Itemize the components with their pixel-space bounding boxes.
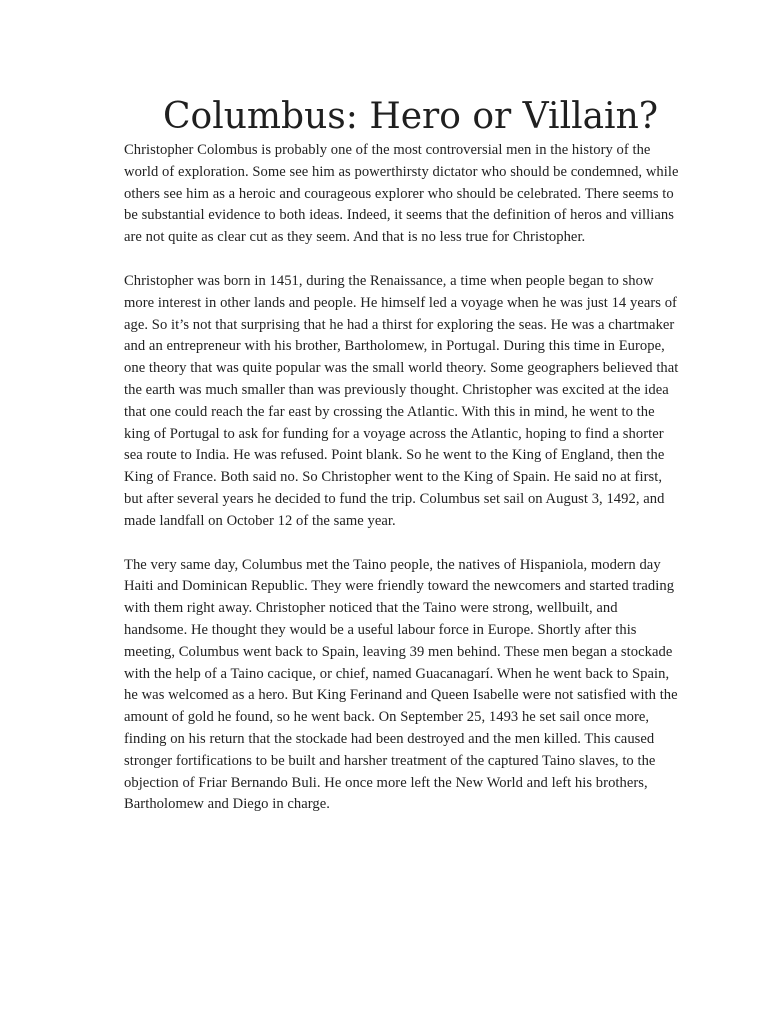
- document-body: [124, 140, 684, 838]
- paragraph-early-life: Christopher was born in 1451, during the Renaissance, a time when people began to show more interest in other lands and people. He himself led a voyage when he was just 14 years of age. So it’s not that surprising that he had a thirst for exploring the seas. He was a chartmaker and an entrepreneur with his brother, Bartholomew, in Portugal. During this time in Europe, one theory that was quite popular was the small world theory. Some geographers believed that the earth was much smaller than was previously thought. Christopher was excited at the idea that one could reach the far east by crossing the Atlantic. With this in mind, he went to the king of Portugal to ask for funding for a voyage across the Atlantic, hoping to find a shorter sea route to India. He was refused. Point blank. So he went to the King of England, then the King of France. Both said no. So Christopher went to the King of Spain. He said no at first, but after several years he decided to fund the trip. Columbus set sail on August 3, 1492, and made landfall on October 12 of the same year.: [124, 272, 679, 529]
- paragraph-intro: Christopher Colombus is probably one of the most controversial men in the history of the world of exploration. Some see him as powerthirsty dictator who should be condemned, while others see him as a heroic and courageous explorer who should be celebrated. There seems to be substantial evidence to both ideas. Indeed, it seems that the definition of heros and villians are not quite as clear cut as they seem. And that is no less true for Christopher.: [124, 142, 679, 246]
- document-title: Columbus: Hero or Villain?: [163, 96, 659, 137]
- paragraph-taino-encounter: The very same day, Columbus met the Taino people, the natives of Hispaniola, modern day Haiti and Dominican Republic. They were friendly toward the newcomers and started trading with them right away. Christopher noticed that the Taino were strong, wellbuilt, and handsome. He thought they would be a useful labour force in Europe. Shortly after this meeting, Columbus went back to Spain, leaving 39 men behind. These men began a stockade with the help of a Taino cacique, or chief, named Guacanagarí. When he went back to Spain, he was welcomed as a hero. But King Ferinand and Queen Isabelle were not satisfied with the amount of gold he found, so he went back. On September 25, 1493 he set sail once more, finding on his return that the stockade had been destroyed and the men killed. This caused stronger fortifications to be built and harsher treatment of the captured Taino slaves, to the objection of Friar Bernando Buli. He once more left the New World and left his brothers, Bartholomew and Diego in charge.: [124, 556, 678, 813]
